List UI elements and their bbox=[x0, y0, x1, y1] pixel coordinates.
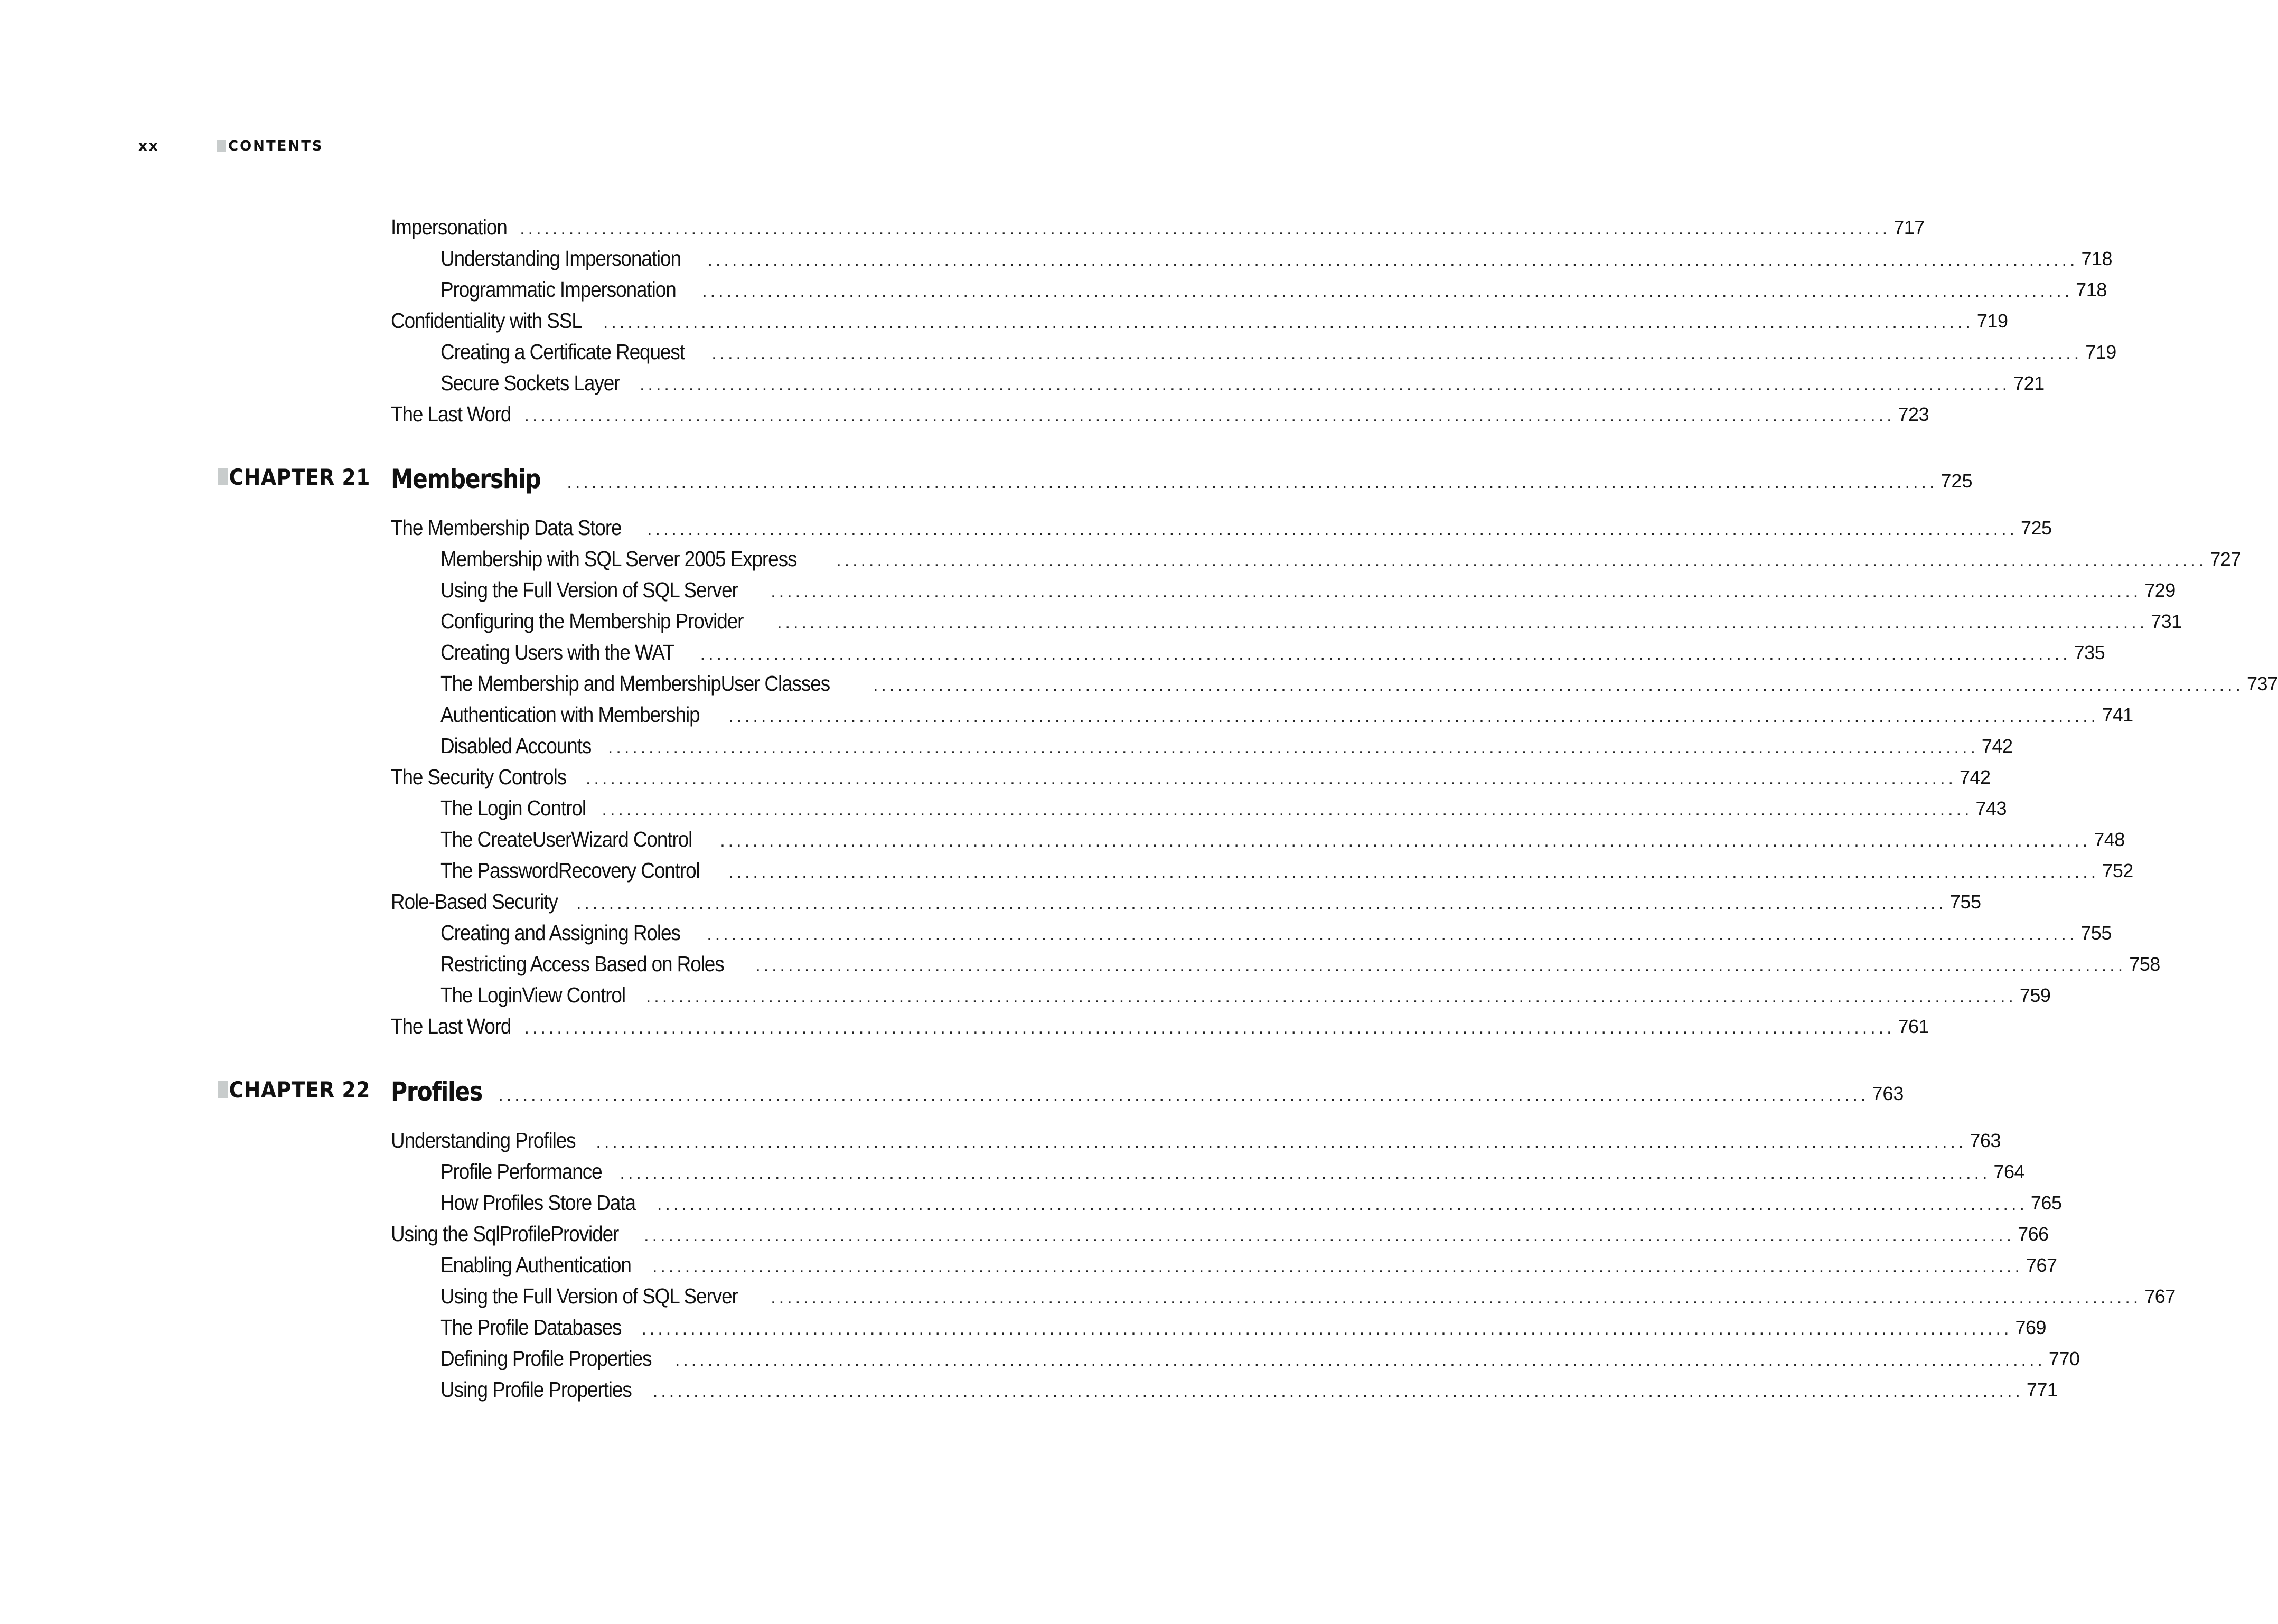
toc-entry-page: 770 bbox=[2048, 1348, 2080, 1369]
chapter-marker-icon bbox=[218, 1081, 228, 1098]
dot-leader: ........................................................................................................................................................................ bbox=[652, 1256, 2023, 1276]
toc-entry[interactable] bbox=[440, 240, 2113, 271]
dot-leader: ........................................................................................................................................................................ bbox=[596, 1132, 1967, 1152]
dot-leader: ........................................................................................................................................................................ bbox=[607, 737, 1979, 757]
chapter-heading[interactable] bbox=[391, 1070, 1904, 1107]
chapter-label bbox=[218, 1074, 370, 1105]
toc-entry-title: Confidentiality with SSL bbox=[391, 308, 582, 333]
running-head-title: CONTENTS bbox=[228, 138, 324, 154]
toc-entry[interactable] bbox=[440, 365, 2045, 396]
toc-entry-page: 758 bbox=[2129, 953, 2160, 975]
toc-entry-page: 771 bbox=[2026, 1379, 2058, 1401]
dot-leader: ........................................................................................................................................................................ bbox=[657, 1194, 2028, 1214]
toc-entry-page: 769 bbox=[2015, 1317, 2047, 1338]
toc-entry-title: Programmatic Impersonation bbox=[440, 277, 676, 302]
toc-entry[interactable] bbox=[440, 821, 2125, 852]
toc-entry-title: Creating Users with the WAT bbox=[440, 640, 674, 664]
toc-entry-title: The Profile Databases bbox=[440, 1315, 622, 1339]
toc-entry[interactable] bbox=[391, 396, 1929, 427]
chapter-page: 725 bbox=[1940, 470, 1973, 492]
toc-entry-page: 718 bbox=[2081, 248, 2113, 269]
toc-entry-title: Creating a Certificate Request bbox=[440, 340, 685, 364]
toc-entry-title: The Membership and MembershipUser Classes bbox=[440, 671, 830, 696]
toc-entry-title: The Last Word bbox=[391, 1014, 511, 1038]
toc-entry[interactable] bbox=[391, 1008, 1929, 1039]
toc-entry-page: 742 bbox=[1960, 766, 1991, 788]
toc-entry-title: Role-Based Security bbox=[391, 889, 558, 914]
toc-entry[interactable] bbox=[440, 1247, 2057, 1278]
dot-leader: ........................................................................................................................................................................ bbox=[755, 955, 2126, 975]
toc-entry[interactable] bbox=[391, 303, 2008, 333]
toc-entry-page: 752 bbox=[2102, 860, 2133, 881]
toc-entry-page: 761 bbox=[1898, 1016, 1929, 1037]
toc-entry-title: The Login Control bbox=[440, 796, 586, 820]
toc-entry-title: Using Profile Properties bbox=[440, 1377, 632, 1402]
chapter-number: CHAPTER 21 bbox=[229, 464, 370, 490]
toc-entry-page: 721 bbox=[2013, 372, 2045, 394]
dot-leader: ........................................................................................................................................................................ bbox=[674, 1350, 2046, 1370]
toc-entry-title: Creating and Assigning Roles bbox=[440, 921, 680, 945]
toc-entry[interactable] bbox=[440, 603, 2182, 634]
toc-entry-page: 759 bbox=[2019, 984, 2051, 1006]
chapter-title: Profiles bbox=[391, 1076, 482, 1107]
toc-entry[interactable] bbox=[440, 946, 2160, 977]
toc-entry[interactable] bbox=[440, 334, 2116, 364]
toc-entry[interactable] bbox=[440, 1153, 2025, 1184]
chapter-title: Membership bbox=[391, 464, 541, 494]
toc-entry-page: 719 bbox=[2085, 341, 2116, 363]
dot-leader: ........................................................................................................................................................................ bbox=[707, 924, 2078, 944]
toc-entry-title: Membership with SQL Server 2005 Express bbox=[440, 547, 797, 571]
toc-entry-page: 767 bbox=[2144, 1285, 2176, 1307]
toc-entry-title: Profile Performance bbox=[440, 1159, 602, 1184]
toc-entry-title: Impersonation bbox=[391, 215, 507, 239]
dot-leader: ........................................................................................................................................................................ bbox=[645, 987, 2017, 1007]
dot-leader: ........................................................................................................................................................................ bbox=[524, 406, 1895, 426]
toc-entry-page: 755 bbox=[2080, 922, 2112, 944]
toc-entry[interactable] bbox=[440, 634, 2105, 665]
dot-leader: ........................................................................................................................................................................ bbox=[836, 550, 2207, 570]
toc-entry-page: 741 bbox=[2102, 704, 2133, 726]
dot-leader: ........................................................................................................................................................................ bbox=[520, 219, 1891, 239]
toc-entry-title: Understanding Profiles bbox=[391, 1128, 576, 1152]
dot-leader: ........................................................................................................................................................................ bbox=[620, 1163, 1991, 1183]
dot-leader: ........................................................................................................................................................................ bbox=[711, 343, 2083, 363]
toc-entry-page: 767 bbox=[2026, 1254, 2057, 1276]
toc-entry-title: The CreateUserWizard Control bbox=[440, 827, 692, 851]
toc-entry[interactable] bbox=[391, 1216, 2049, 1246]
toc-entry-title: Defining Profile Properties bbox=[440, 1346, 652, 1370]
toc-entry[interactable] bbox=[440, 1309, 2047, 1340]
section-marker-icon bbox=[217, 140, 226, 152]
toc-entry[interactable] bbox=[440, 790, 2007, 821]
dot-leader: ........................................................................................................................................................................ bbox=[652, 1381, 2023, 1401]
toc-entry-page: 763 bbox=[1970, 1130, 2001, 1151]
dot-leader: ........................................................................................................................................................................ bbox=[641, 1319, 2012, 1339]
toc-entry[interactable] bbox=[440, 977, 2051, 1008]
dot-leader: ........................................................................................................................................................................ bbox=[771, 581, 2142, 602]
toc-entry-page: 718 bbox=[2076, 279, 2107, 301]
toc-entry[interactable] bbox=[440, 1372, 2058, 1402]
toc-entry[interactable] bbox=[391, 209, 1925, 240]
toc-entry[interactable] bbox=[440, 697, 2133, 727]
dot-leader: ........................................................................................................................................................................ bbox=[576, 893, 1947, 913]
dot-leader: ........................................................................................................................................................................ bbox=[707, 250, 2078, 270]
dot-leader: ........................................................................................................................................................................ bbox=[602, 800, 1973, 820]
toc-entry-title: Using the SqlProfileProvider bbox=[391, 1222, 619, 1246]
toc-entry-page: 731 bbox=[2151, 611, 2182, 632]
toc-entry-page: 727 bbox=[2210, 548, 2241, 570]
toc-entry-page: 743 bbox=[1975, 797, 2007, 819]
chapter-label bbox=[218, 462, 370, 492]
toc-entry-page: 717 bbox=[1893, 217, 1925, 238]
dot-leader: ........................................................................................................................................................................ bbox=[640, 374, 2011, 395]
dot-leader: ........................................................................................................................................................................ bbox=[647, 519, 2018, 539]
toc-entry-page: 742 bbox=[1981, 735, 2013, 757]
toc-entry-page: 766 bbox=[2018, 1223, 2049, 1245]
dot-leader: ........................................................................................................................................................................ bbox=[524, 1018, 1895, 1038]
toc-entry-title: Secure Sockets Layer bbox=[440, 371, 620, 395]
toc-entry-page: 735 bbox=[2074, 642, 2105, 663]
dot-leader: ........................................................................................................................................................................ bbox=[702, 281, 2073, 301]
toc-entry[interactable] bbox=[440, 1340, 2080, 1371]
toc-entry[interactable] bbox=[440, 271, 2107, 302]
toc-entry[interactable] bbox=[440, 728, 2013, 758]
dot-leader: ........................................................................................................................................................................ bbox=[771, 1288, 2142, 1308]
toc-entry-title: Understanding Impersonation bbox=[440, 246, 681, 270]
toc-entry-page: 737 bbox=[2246, 673, 2278, 694]
toc-entry-page: 764 bbox=[1993, 1161, 2025, 1182]
toc-entry-title: The LoginView Control bbox=[440, 983, 625, 1007]
dot-leader: ........................................................................................................................................................................ bbox=[720, 831, 2091, 851]
dot-leader: ........................................................................................................................................................................ bbox=[603, 312, 1974, 332]
dot-leader: ........................................................................................................................................................................ bbox=[586, 768, 1956, 788]
toc-entry[interactable] bbox=[440, 852, 2133, 883]
toc-entry[interactable] bbox=[391, 884, 1981, 914]
toc-entry-page: 729 bbox=[2144, 579, 2176, 601]
toc-entry-title: The PasswordRecovery Control bbox=[440, 858, 700, 883]
toc-entry-title: Enabling Authentication bbox=[440, 1253, 631, 1277]
dot-leader: ........................................................................................................................................................................ bbox=[644, 1225, 2015, 1245]
toc-entry[interactable] bbox=[391, 759, 1991, 790]
chapter-page: 763 bbox=[1872, 1083, 1904, 1104]
dot-leader: ........................................................................................................................................................................ bbox=[567, 472, 1938, 492]
toc-entry[interactable] bbox=[440, 665, 2278, 696]
page-folio: xx bbox=[138, 138, 160, 154]
toc-entry-title: The Last Word bbox=[391, 402, 511, 426]
toc-entry[interactable] bbox=[440, 915, 2112, 945]
toc-entry[interactable] bbox=[391, 510, 2052, 540]
running-head bbox=[138, 138, 324, 154]
toc-entry-page: 755 bbox=[1949, 891, 1981, 913]
toc-entry-page: 723 bbox=[1898, 403, 1929, 425]
chapter-heading[interactable] bbox=[391, 457, 1973, 494]
dot-leader: ........................................................................................................................................................................ bbox=[728, 862, 2099, 882]
dot-leader: ........................................................................................................................................................................ bbox=[777, 613, 2148, 633]
toc-entry-page: 765 bbox=[2030, 1192, 2062, 1214]
toc-entry-title: Configuring the Membership Provider bbox=[440, 609, 744, 633]
toc-entry-title: Disabled Accounts bbox=[440, 734, 592, 758]
dot-leader: ........................................................................................................................................................................ bbox=[873, 675, 2244, 695]
chapter-number: CHAPTER 22 bbox=[229, 1076, 370, 1103]
dot-leader: ........................................................................................................................................................................ bbox=[498, 1085, 1869, 1105]
toc-entry[interactable] bbox=[440, 1185, 2062, 1215]
dot-leader: ........................................................................................................................................................................ bbox=[700, 644, 2071, 664]
toc-entry-page: 719 bbox=[1976, 310, 2008, 332]
toc-entry-title: Restricting Access Based on Roles bbox=[440, 952, 724, 976]
toc-entry[interactable] bbox=[440, 541, 2241, 571]
toc-entry[interactable] bbox=[440, 1278, 2176, 1309]
toc-entry-page: 748 bbox=[2094, 829, 2125, 850]
toc-entry-title: How Profiles Store Data bbox=[440, 1190, 635, 1215]
toc-entry-page: 725 bbox=[2021, 517, 2052, 539]
toc-entry[interactable] bbox=[440, 572, 2176, 603]
toc-entry-title: The Membership Data Store bbox=[391, 515, 622, 540]
toc-entry-title: Authentication with Membership bbox=[440, 702, 700, 727]
toc-entry[interactable] bbox=[391, 1122, 2001, 1153]
toc-entry-title: The Security Controls bbox=[391, 765, 567, 789]
toc-entry-title: Using the Full Version of SQL Server bbox=[440, 1284, 738, 1308]
chapter-marker-icon bbox=[218, 468, 228, 485]
dot-leader: ........................................................................................................................................................................ bbox=[728, 706, 2099, 726]
toc-entry-title: Using the Full Version of SQL Server bbox=[440, 578, 738, 602]
